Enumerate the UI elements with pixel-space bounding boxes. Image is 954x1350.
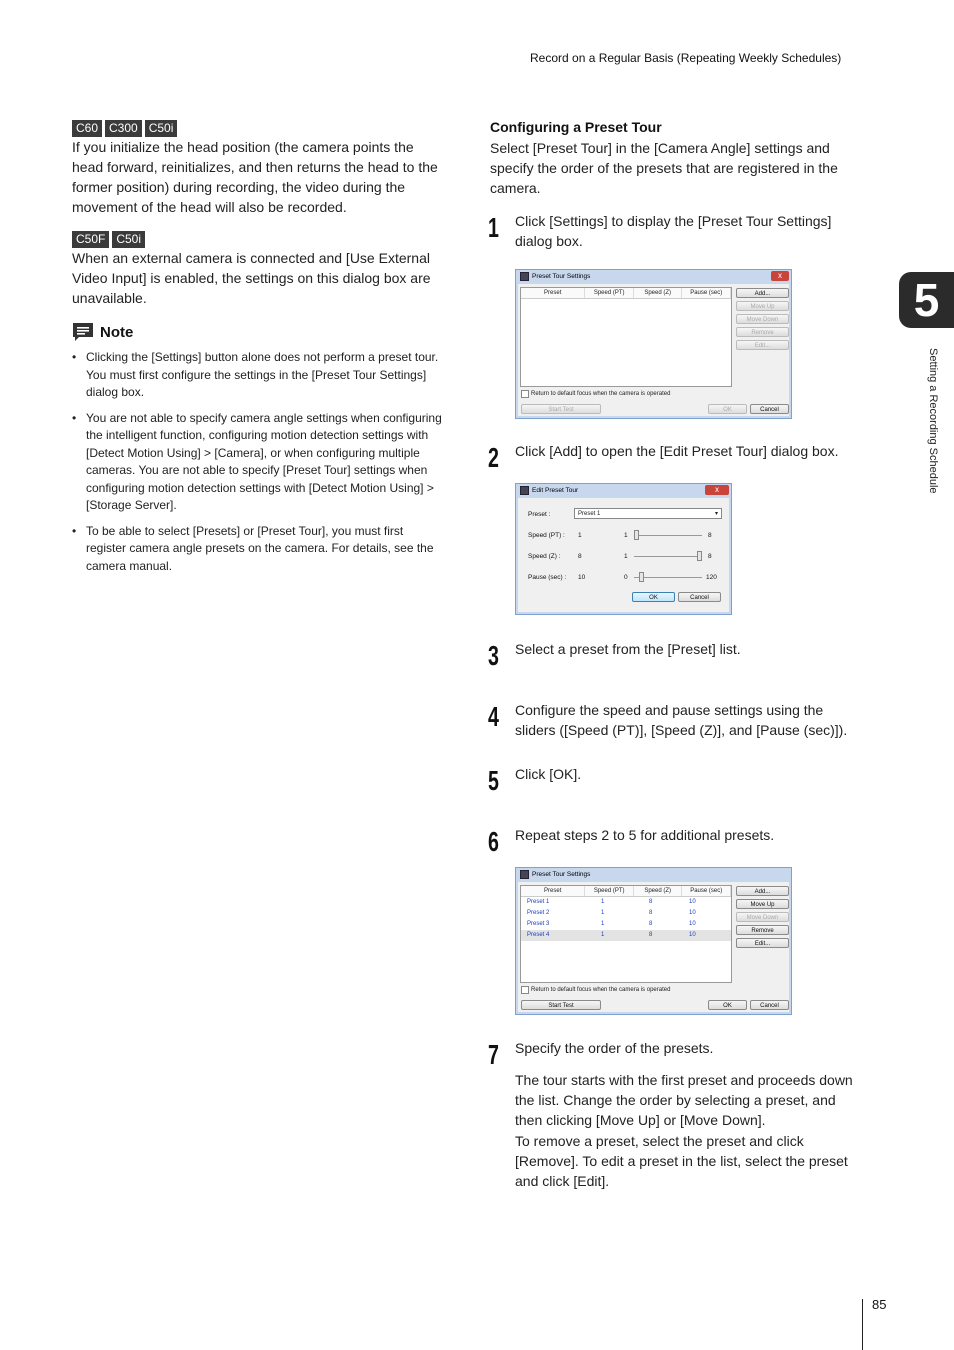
column-header[interactable]: Speed (PT)	[585, 288, 634, 298]
step-number: 5	[488, 765, 499, 796]
table-cell: 1	[601, 910, 605, 916]
checkbox-box[interactable]	[521, 986, 529, 994]
checkbox-box[interactable]	[521, 390, 529, 398]
pause-min: 0	[624, 574, 628, 581]
dialog-title: Preset Tour Settings	[532, 273, 591, 280]
dialog-title-bar	[516, 270, 791, 283]
model-badge: C300	[105, 120, 142, 137]
pause-slider-thumb[interactable]	[639, 572, 644, 582]
column-header[interactable]: Speed (Z)	[634, 886, 683, 896]
section-heading: Configuring a Preset Tour	[490, 119, 662, 135]
preset-label: Preset :	[528, 511, 551, 518]
chapter-side-label	[926, 348, 940, 528]
step-text: Click [OK].	[515, 766, 582, 782]
list-header	[521, 886, 731, 897]
running-header: Record on a Regular Basis (Repeating Weekly Schedules)	[530, 51, 842, 65]
note-item: • Clicking the [Settings] button alone does not perform a preset tour. You must first configure the settings in the [Preset Tour Settings] dialog box.	[72, 349, 444, 402]
column-header[interactable]: Pause (sec)	[682, 886, 731, 896]
pause-max: 120	[706, 574, 717, 581]
column-header[interactable]: Preset	[521, 886, 585, 896]
start-test-button[interactable]: Start Test	[521, 404, 601, 414]
speed-pt-value: 1	[578, 532, 582, 539]
chapter-tab: 5	[899, 272, 954, 328]
table-cell: 8	[649, 910, 653, 916]
step-text: Specify the order of the presets.	[515, 1040, 714, 1056]
table-cell: 8	[649, 899, 653, 905]
preset-tour-settings-dialog	[515, 269, 792, 419]
ok-button[interactable]: OK	[708, 404, 747, 414]
table-cell: 10	[689, 932, 696, 938]
note-label: Note	[100, 323, 134, 341]
table-cell: 10	[689, 921, 696, 927]
start-test-button[interactable]: Start Test	[521, 1000, 601, 1010]
table-cell: 1	[601, 899, 605, 905]
speed-z-max: 8	[708, 553, 712, 560]
step-text: Configure the speed and pause settings using the sliders ([Speed (PT)], [Speed (Z)], and [Pause (sec)]).	[515, 702, 848, 738]
speed-pt-max: 8	[708, 532, 712, 539]
step-text: Click [Add] to open the [Edit Preset Tour] dialog box.	[515, 443, 839, 459]
move-up-button[interactable]: Move Up	[736, 899, 789, 909]
cancel-button[interactable]: Cancel	[678, 592, 721, 602]
table-cell: 1	[601, 921, 605, 927]
pause-value: 10	[578, 574, 586, 581]
table-row[interactable]	[521, 908, 731, 919]
step-number: 3	[488, 640, 499, 671]
table-cell: Preset 4	[527, 932, 550, 938]
preset-rows	[521, 897, 731, 941]
note-item: • To be able to select [Presets] or [Preset Tour], you must first register camera angle presets on the camera. For details, see the camera manual.	[72, 523, 444, 576]
move-down-button[interactable]: Move Down	[736, 314, 789, 324]
move-down-button[interactable]: Move Down	[736, 912, 789, 922]
side-label-text: Setting a Recording Schedule	[927, 348, 939, 494]
model-badge: C50i	[145, 120, 178, 137]
table-cell: 1	[601, 932, 605, 938]
table-cell: 8	[649, 932, 653, 938]
step-number: 7	[488, 1039, 499, 1070]
step-number: 2	[488, 442, 499, 473]
speed-pt-label: Speed (PT) :	[528, 532, 565, 539]
step-number: 1	[488, 212, 499, 243]
edit-preset-tour-dialog	[515, 483, 732, 615]
note-icon	[72, 322, 94, 342]
pause-label: Pause (sec) :	[528, 574, 567, 581]
table-cell: 10	[689, 899, 696, 905]
list-header	[521, 288, 731, 299]
external-camera-paragraph: When an external camera is connected and [Use External Video Input] is enabled, the settings on this dialog box are unavailable.	[72, 250, 431, 306]
dialog-body	[518, 498, 729, 612]
speed-z-slider-thumb[interactable]	[697, 551, 702, 561]
model-badges-1	[72, 120, 177, 137]
model-badges-2	[72, 231, 145, 248]
note-item: • You are not able to specify camera angle settings when configuring the intelligent function, configuring motion detection settings with [Detect Motion Using] > [Camera], or when configuring multiple cameras. You are not able to specify [Preset Tour] settings when configuring motion detection settings with [Detect Motion Using] > [Storage Server].	[72, 410, 444, 515]
step-7-detail-remove: To remove a preset, select the preset and click [Remove]. To edit a preset in the list, select the preset and click [Edit].	[515, 1133, 848, 1189]
speed-z-slider[interactable]	[634, 556, 702, 557]
speed-pt-slider-thumb[interactable]	[634, 530, 639, 540]
table-cell: Preset 2	[527, 910, 550, 916]
note-header	[72, 322, 133, 342]
app-icon	[520, 486, 529, 495]
head-position-paragraph: If you initialize the head position (the camera points the head forward, reinitializes, and then returns the head to the former position) during recording, the video during the movement of the head will also be recorded.	[72, 139, 438, 215]
checkbox-label: Return to default focus when the camera is operated	[531, 987, 671, 993]
note-list	[72, 349, 444, 583]
table-cell: Preset 1	[527, 899, 550, 905]
table-row[interactable]	[521, 919, 731, 930]
model-badge: C50i	[112, 231, 145, 248]
close-icon[interactable]: x	[705, 485, 729, 495]
page-number-rule	[862, 1299, 863, 1350]
step-number: 4	[488, 701, 499, 732]
remove-button[interactable]: Remove	[736, 925, 789, 935]
speed-pt-slider[interactable]	[634, 535, 702, 536]
edit-button[interactable]: Edit...	[736, 938, 789, 948]
add-button[interactable]: Add...	[736, 288, 789, 298]
app-icon	[520, 272, 529, 281]
table-row[interactable]	[521, 930, 731, 941]
speed-z-value: 8	[578, 553, 582, 560]
column-header[interactable]: Speed (Z)	[634, 288, 683, 298]
remove-button[interactable]: Remove	[736, 327, 789, 337]
step-7-detail-order: The tour starts with the first preset and proceeds down the list. Change the order by selecting a preset, and then clicking [Move Up] or [Move Down].	[515, 1072, 853, 1128]
page-number: 85	[872, 1297, 887, 1312]
app-icon	[520, 870, 529, 879]
move-up-button[interactable]: Move Up	[736, 301, 789, 311]
table-row[interactable]	[521, 897, 731, 908]
column-header[interactable]: Speed (PT)	[585, 886, 634, 896]
edit-button[interactable]: Edit...	[736, 340, 789, 350]
table-cell: 8	[649, 921, 653, 927]
speed-pt-min: 1	[624, 532, 628, 539]
checkbox-label: Return to default focus when the camera is operated	[531, 391, 671, 397]
close-icon[interactable]: x	[771, 271, 789, 281]
dialog-body	[518, 882, 789, 1012]
step-text: Click [Settings] to display the [Preset Tour Settings] dialog box.	[515, 213, 832, 249]
preset-select-value: Preset 1	[578, 511, 601, 517]
column-header[interactable]: Pause (sec)	[682, 288, 731, 298]
add-button[interactable]: Add...	[736, 886, 789, 896]
cancel-button[interactable]: Cancel	[750, 404, 789, 414]
table-cell: Preset 3	[527, 921, 550, 927]
dialog-title: Edit Preset Tour	[532, 487, 579, 494]
preset-tour-settings-filled-dialog	[515, 867, 792, 1015]
preset-list[interactable]	[520, 287, 732, 387]
dialog-title-bar	[516, 484, 731, 497]
step-text: Select a preset from the [Preset] list.	[515, 641, 741, 657]
step-text: Repeat steps 2 to 5 for additional presets.	[515, 827, 775, 843]
speed-z-label: Speed (Z) :	[528, 553, 561, 560]
ok-button[interactable]: OK	[708, 1000, 747, 1010]
default-focus-checkbox[interactable]	[521, 986, 670, 994]
model-badge: C60	[72, 120, 102, 137]
step-number: 6	[488, 826, 499, 857]
section-intro: Select [Preset Tour] in the [Camera Angle] settings and specify the order of the presets that are registered in the camera.	[490, 140, 838, 196]
dialog-title: Preset Tour Settings	[532, 871, 591, 878]
dialog-title-bar	[516, 868, 791, 881]
ok-button[interactable]: OK	[632, 592, 675, 602]
default-focus-checkbox[interactable]	[521, 390, 670, 398]
table-cell: 10	[689, 910, 696, 916]
preset-select[interactable]	[574, 508, 722, 519]
cancel-button[interactable]: Cancel	[750, 1000, 789, 1010]
chevron-down-icon: ▾	[714, 511, 718, 517]
model-badge: C50F	[72, 231, 109, 248]
preset-list[interactable]	[520, 885, 732, 983]
dialog-body	[518, 284, 789, 416]
column-header[interactable]: Preset	[521, 288, 585, 298]
speed-z-min: 1	[624, 553, 628, 560]
